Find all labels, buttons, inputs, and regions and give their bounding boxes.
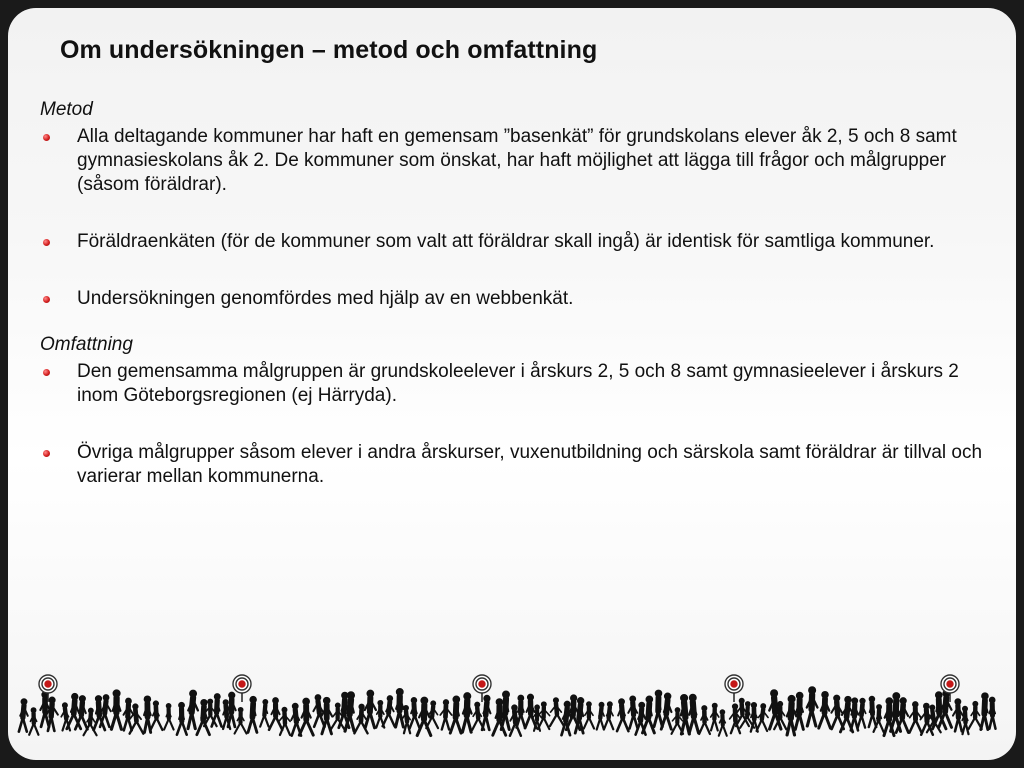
section-heading-omfattning: Omfattning [40,334,133,355]
bullet-list-metod [40,125,1000,311]
bullet-text: Alla deltagande kommuner har haft en gemensam ”basenkät” för grundskolans elever åk 2, 5 och 8 samt gymnasieskolans åk 2. De kommuner som önskat, har haft möjlighet att lägga till frågor och målgrupper (såsom föräldrar). [77,126,957,195]
bullet-icon [43,239,50,246]
slide [8,8,1016,760]
bullet-icon [43,450,50,457]
bullet-icon [43,369,50,376]
section-heading-metod: Metod [40,99,93,120]
bullet-text: Den gemensamma målgruppen är grundskoleelever i årskurs 2, 5 och 8 samt gymnasieelever i årskurs 2 inom Göteborgsregionen (ej Härryda). [77,361,959,406]
slide-title: Om undersökningen – metod och omfattning [60,36,598,64]
bullet-item [40,125,1000,197]
bullet-text: Övriga målgrupper såsom elever i andra årskurser, vuxenutbildning och särskola samt föräldrar är tillval och varierar mellan kommunerna. [77,442,983,487]
bullet-item [40,230,1000,254]
slide-content [40,98,1000,489]
bullet-text: Föräldraenkäten (för de kommuner som valt att föräldrar skall ingå) är identisk för samtliga kommuner. [77,231,935,252]
bullseye-target-icon [233,675,251,702]
bullet-icon [43,296,50,303]
walking-people-silhouettes-icon [8,668,1016,748]
bullet-text: Undersökningen genomfördes med hjälp av en webbenkät. [77,288,574,309]
bullet-list-omfattning [40,360,1000,489]
bullet-item [40,287,1000,311]
bullseye-target-icon [725,675,743,702]
bullet-item [40,441,1000,489]
bullet-item [40,360,1000,408]
bullet-icon [43,134,50,141]
